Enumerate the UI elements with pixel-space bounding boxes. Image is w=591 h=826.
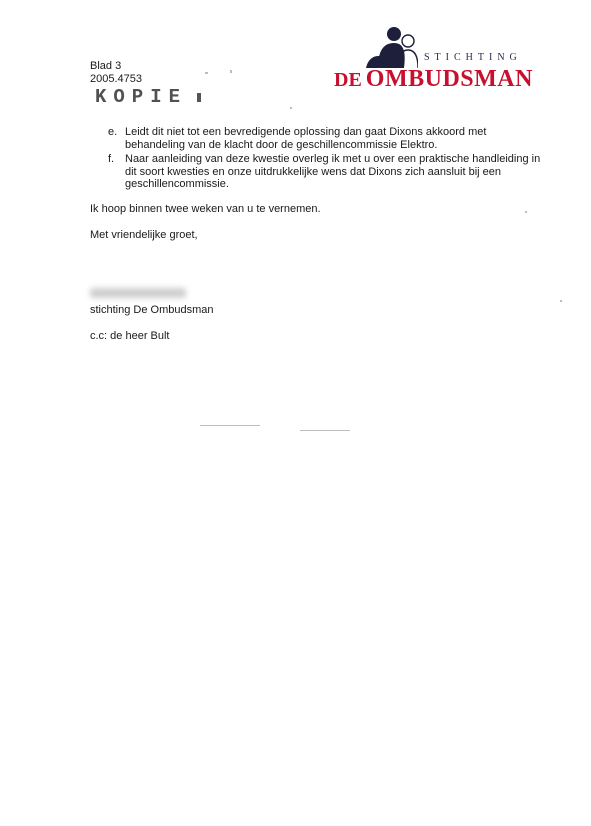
scan-speck: [290, 107, 292, 109]
list-item-text: Naar aanleiding van deze kwestie overleg ik met u over een praktische handleiding in dit soort kwesties en onze uitdrukkelijke wens dat Dixons zich aansluit bij een geschillencommissie.: [125, 153, 541, 190]
reference-number: 2005.4753: [90, 72, 142, 85]
scan-speck: [300, 430, 350, 431]
closing-paragraph: Ik hoop binnen twee weken van u te vernemen.: [90, 203, 321, 215]
scan-speck: [200, 425, 260, 426]
scan-speck: [230, 70, 232, 73]
carbon-copy: c.c: de heer Bult: [90, 330, 170, 342]
redacted-signature-name: [90, 288, 186, 298]
list-item: [108, 126, 548, 151]
ombudsman-logo: [334, 24, 564, 96]
scan-speck: [205, 72, 208, 74]
scan-speck: [560, 300, 562, 302]
logo-stichting: STICHTING: [424, 52, 522, 63]
list-marker: e.: [108, 126, 118, 138]
stamp-mark: [197, 93, 201, 102]
greeting: Met vriendelijke groet,: [90, 229, 198, 241]
list-marker: f.: [108, 153, 115, 165]
page-number: Blad 3: [90, 60, 122, 72]
reference-block: [90, 60, 142, 85]
logo-de: DE: [334, 69, 362, 91]
scan-speck: [525, 211, 527, 213]
logo-wordmark: [334, 66, 533, 93]
list-item: [108, 153, 548, 191]
two-figures-icon: [348, 24, 418, 68]
kopie-stamp: KOPIE: [95, 86, 188, 108]
list-item-text: Leidt dit niet tot een bevredigende oplossing dan gaat Dixons akkoord met behandeling van de klacht door de geschillencommissie Elektro.: [125, 126, 487, 151]
logo-ombudsman: OMBUDSMAN: [365, 66, 533, 92]
signature-organisation: stichting De Ombudsman: [90, 304, 214, 316]
letter-list: [108, 126, 548, 191]
